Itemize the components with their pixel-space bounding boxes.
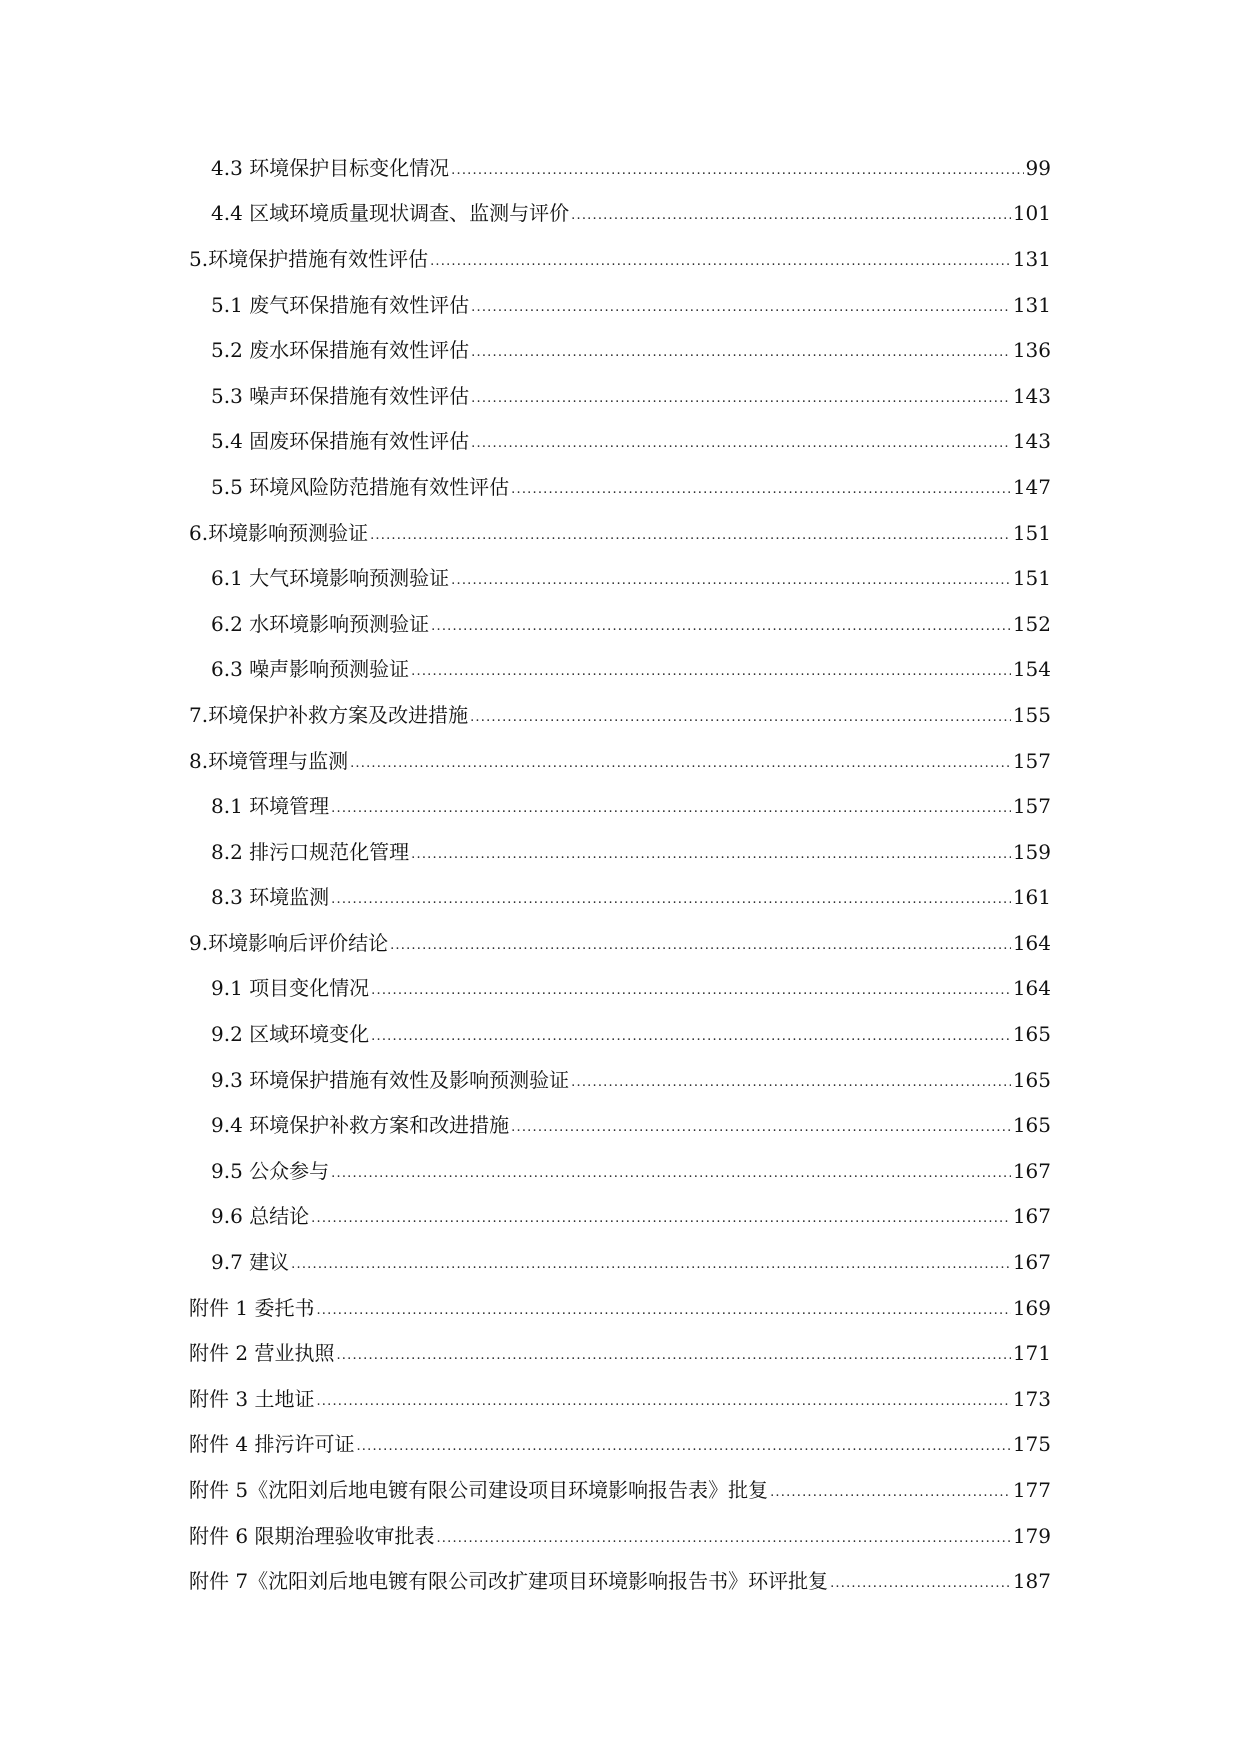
toc-dot-leader <box>431 615 1011 639</box>
toc-dot-leader <box>316 1299 1010 1323</box>
toc-entry-title: 9.4 环境保护补救方案和改进措施 <box>211 1113 510 1138</box>
toc-entry-page-number: 136 <box>1012 338 1051 363</box>
toc-entry-title: 9.1 项目变化情况 <box>211 976 370 1001</box>
toc-dot-leader <box>436 1527 1010 1551</box>
toc-entry-title: 6.1 大气环境影响预测验证 <box>211 566 450 591</box>
toc-entry-title: 附件 7《沈阳刘后地电镀有限公司改扩建项目环境影响报告书》环评批复 <box>189 1569 829 1594</box>
toc-dot-leader <box>311 1207 1011 1231</box>
toc-entry-title: 9.3 环境保护措施有效性及影响预测验证 <box>211 1067 570 1092</box>
toc-dot-leader <box>571 1071 1011 1095</box>
toc-dot-leader <box>291 1253 1011 1277</box>
toc-dot-leader <box>511 478 1011 502</box>
toc-entry-title: 8.1 环境管理 <box>211 794 330 819</box>
toc-entry[interactable] <box>0 1376 1241 1422</box>
toc-entry[interactable] <box>0 1467 1241 1513</box>
toc-entry[interactable] <box>0 875 1241 921</box>
toc-entry-title: 附件 4 排污许可证 <box>189 1432 355 1457</box>
toc-entry[interactable] <box>0 1239 1241 1285</box>
toc-entry-title: 9.5 公众参与 <box>211 1158 330 1183</box>
toc-dot-leader <box>411 843 1011 867</box>
toc-entry-title: 附件 5《沈阳刘后地电镀有限公司建设项目环境影响报告表》批复 <box>189 1478 769 1503</box>
toc-entry[interactable] <box>0 145 1241 191</box>
toc-entry-title: 5.5 环境风险防范措施有效性评估 <box>211 474 510 499</box>
toc-entry-page-number: 165 <box>1012 1113 1051 1138</box>
toc-entry[interactable] <box>0 327 1241 373</box>
toc-dot-leader <box>356 1435 1010 1459</box>
toc-entry-page-number: 165 <box>1012 1067 1051 1092</box>
toc-entry[interactable] <box>0 464 1241 510</box>
toc-dot-leader <box>471 387 1011 411</box>
toc-entry-page-number: 167 <box>1012 1158 1051 1183</box>
toc-entry-page-number: 155 <box>1012 702 1051 727</box>
toc-entry-page-number: 131 <box>1012 292 1051 317</box>
toc-dot-leader <box>830 1572 1011 1596</box>
toc-entry-page-number: 169 <box>1012 1295 1051 1320</box>
toc-entry[interactable] <box>0 1057 1241 1103</box>
toc-dot-leader <box>471 296 1011 320</box>
toc-entry[interactable] <box>0 738 1241 784</box>
toc-entry[interactable] <box>0 601 1241 647</box>
toc-entry[interactable] <box>0 373 1241 419</box>
toc-entry-title: 附件 1 委托书 <box>189 1295 315 1320</box>
toc-entry[interactable] <box>0 829 1241 875</box>
toc-dot-leader <box>371 979 1011 1003</box>
toc-entry-page-number: 143 <box>1012 429 1051 454</box>
toc-entry-page-number: 151 <box>1012 566 1051 591</box>
toc-entry-page-number: 179 <box>1012 1523 1051 1548</box>
toc-dot-leader <box>471 341 1011 365</box>
toc-entry-page-number: 157 <box>1012 794 1051 819</box>
toc-dot-leader <box>511 1116 1011 1140</box>
toc-dot-leader <box>471 432 1011 456</box>
toc-entry-page-number: 154 <box>1012 657 1051 682</box>
toc-entry-page-number: 165 <box>1012 1022 1051 1047</box>
toc-entry-page-number: 167 <box>1012 1204 1051 1229</box>
toc-entry-title: 8.3 环境监测 <box>211 885 330 910</box>
toc-dot-leader <box>331 797 1011 821</box>
toc-entry[interactable] <box>0 783 1241 829</box>
toc-dot-leader <box>331 888 1011 912</box>
toc-entry[interactable] <box>0 1148 1241 1194</box>
toc-entry-title: 8.环境管理与监测 <box>189 748 349 773</box>
toc-dot-leader <box>770 1481 1011 1505</box>
toc-entry-page-number: 175 <box>1012 1432 1051 1457</box>
toc-entry-page-number: 101 <box>1012 201 1051 226</box>
toc-entry[interactable] <box>0 1330 1241 1376</box>
toc-entry-page-number: 131 <box>1012 246 1051 271</box>
toc-entry[interactable] <box>0 1422 1241 1468</box>
toc-dot-leader <box>470 706 1011 730</box>
toc-dot-leader <box>411 660 1011 684</box>
toc-entry[interactable] <box>0 510 1241 556</box>
toc-entry-page-number: 159 <box>1012 839 1051 864</box>
toc-entry[interactable] <box>0 1011 1241 1057</box>
toc-entry-page-number: 161 <box>1012 885 1051 910</box>
toc-entry-title: 5.环境保护措施有效性评估 <box>189 246 429 271</box>
toc-entry-page-number: 173 <box>1012 1386 1051 1411</box>
toc-entry[interactable] <box>0 920 1241 966</box>
toc-entry[interactable] <box>0 1558 1241 1604</box>
toc-entry-title: 8.2 排污口规范化管理 <box>211 839 410 864</box>
toc-dot-leader <box>390 934 1011 958</box>
toc-dot-leader <box>451 569 1011 593</box>
toc-dot-leader <box>316 1390 1010 1414</box>
toc-entry-title: 5.2 废水环保措施有效性评估 <box>211 338 470 363</box>
toc-entry-title: 6.2 水环境影响预测验证 <box>211 611 430 636</box>
toc-entry[interactable] <box>0 647 1241 693</box>
toc-entry[interactable] <box>0 1513 1241 1559</box>
toc-entry[interactable] <box>0 1102 1241 1148</box>
toc-dot-leader <box>371 1025 1011 1049</box>
toc-dot-leader <box>336 1344 1010 1368</box>
toc-entry[interactable] <box>0 1285 1241 1331</box>
toc-entry-title: 9.6 总结论 <box>211 1204 310 1229</box>
toc-entry-title: 附件 6 限期治理验收审批表 <box>189 1523 435 1548</box>
toc-dot-leader <box>571 204 1011 228</box>
toc-entry-page-number: 167 <box>1012 1250 1051 1275</box>
toc-entry[interactable] <box>0 282 1241 328</box>
toc-dot-leader <box>451 159 1023 183</box>
toc-entry-title: 5.1 废气环保措施有效性评估 <box>211 292 470 317</box>
toc-entry[interactable] <box>0 236 1241 282</box>
toc-dot-leader <box>370 524 1011 548</box>
toc-entry-page-number: 171 <box>1012 1341 1051 1366</box>
toc-entry-title: 附件 2 营业执照 <box>189 1341 335 1366</box>
toc-entry[interactable] <box>0 692 1241 738</box>
toc-entry-title: 4.4 区域环境质量现状调查、监测与评价 <box>211 201 570 226</box>
toc-entry[interactable] <box>0 191 1241 237</box>
toc-dot-leader <box>331 1162 1011 1186</box>
toc-entry-page-number: 99 <box>1025 155 1051 180</box>
toc-entry-page-number: 152 <box>1012 611 1051 636</box>
toc-entry[interactable] <box>0 966 1241 1012</box>
toc-entry-title: 5.3 噪声环保措施有效性评估 <box>211 383 470 408</box>
toc-entry-title: 4.3 环境保护目标变化情况 <box>211 155 450 180</box>
toc-entry-page-number: 177 <box>1012 1478 1051 1503</box>
toc-entry-title: 9.2 区域环境变化 <box>211 1022 370 1047</box>
toc-entry[interactable] <box>0 555 1241 601</box>
toc-entry-page-number: 143 <box>1012 383 1051 408</box>
toc-entry-title: 9.环境影响后评价结论 <box>189 930 389 955</box>
toc-entry-title: 6.环境影响预测验证 <box>189 520 369 545</box>
toc-entry-page-number: 187 <box>1012 1569 1051 1594</box>
toc-dot-leader <box>350 752 1011 776</box>
toc-entry[interactable] <box>0 1194 1241 1240</box>
toc-entry-page-number: 147 <box>1012 474 1051 499</box>
toc-entry-page-number: 151 <box>1012 520 1051 545</box>
table-of-contents <box>0 145 1241 1604</box>
toc-entry-title: 附件 3 土地证 <box>189 1386 315 1411</box>
toc-dot-leader <box>430 250 1011 274</box>
toc-entry-page-number: 164 <box>1012 976 1051 1001</box>
toc-entry-title: 9.7 建议 <box>211 1250 290 1275</box>
toc-entry-title: 7.环境保护补救方案及改进措施 <box>189 702 469 727</box>
toc-entry[interactable] <box>0 419 1241 465</box>
toc-entry-title: 6.3 噪声影响预测验证 <box>211 657 410 682</box>
toc-entry-page-number: 164 <box>1012 930 1051 955</box>
toc-entry-page-number: 157 <box>1012 748 1051 773</box>
toc-entry-title: 5.4 固废环保措施有效性评估 <box>211 429 470 454</box>
